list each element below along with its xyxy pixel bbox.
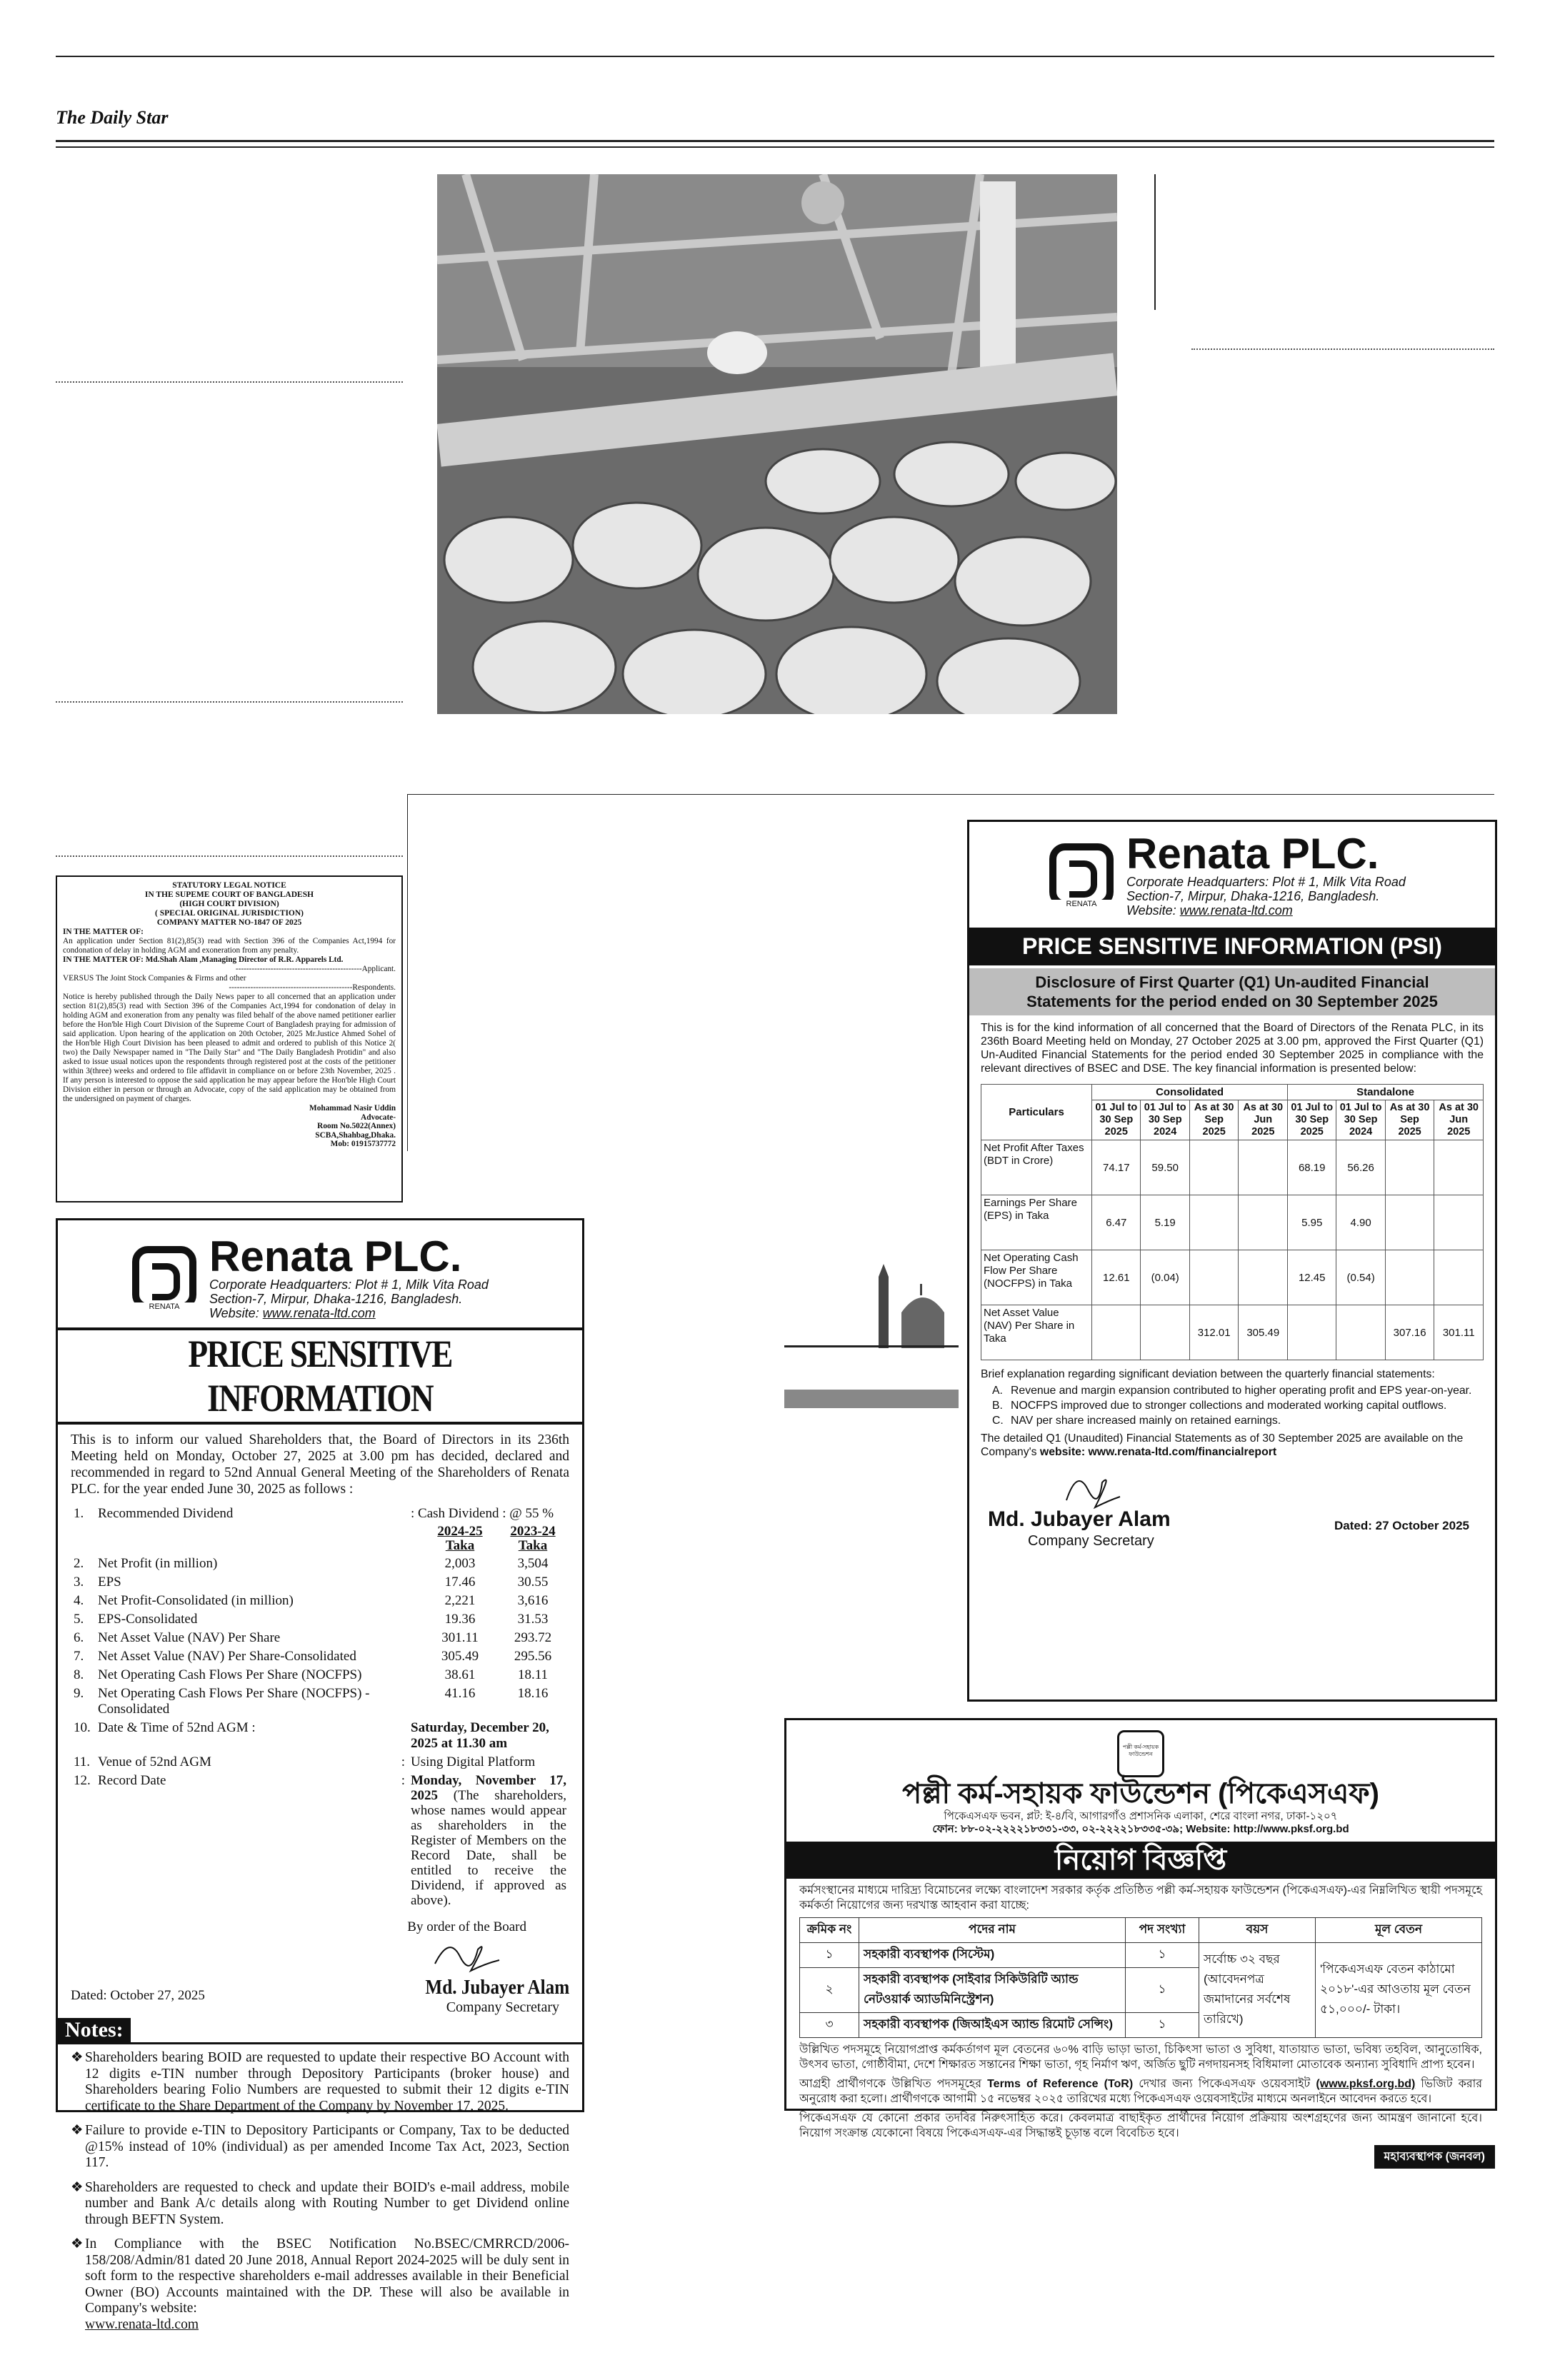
renata-left-row	[71, 1610, 569, 1629]
renata-left-company: Renata PLC.	[209, 1232, 462, 1280]
cell-label: EPS	[98, 1575, 121, 1590]
note-item	[71, 2180, 569, 2229]
renata-right-table	[981, 1084, 1484, 1360]
renata-psi-ad-left	[56, 1218, 584, 2332]
renata-left-logo-caption: RENATA	[132, 1302, 196, 1311]
row-label: Earnings Per Share (EPS) in Taka	[981, 1195, 1092, 1250]
col-head: As at 30 Sep 2025	[1189, 1100, 1239, 1140]
notes-link[interactable]: www.renata-ltd.com	[85, 2316, 199, 2332]
cell-label-text: Record Date	[98, 1773, 166, 1788]
renata-left-row	[71, 1684, 569, 1719]
row-value: 301.11	[1434, 1305, 1484, 1360]
bullet-icon: ❖	[71, 2236, 84, 2251]
photo-image	[437, 174, 1117, 714]
cell-value: : Cash Dividend : @ 55 %	[411, 1506, 554, 1521]
col-head: As at 30 Jun 2025	[1239, 1100, 1288, 1140]
cell-value-b: 18.16	[517, 1686, 549, 1701]
cell-value-b: 293.72	[514, 1630, 552, 1645]
cell-no: 2.	[74, 1556, 84, 1571]
renata-left-by-order: By order of the Board	[407, 1919, 526, 1934]
renata-left-row	[71, 1666, 569, 1684]
renata-right-rows	[981, 1140, 1484, 1360]
renata-right-row	[981, 1305, 1484, 1360]
pksf-footer-wrap	[799, 2145, 1495, 2169]
vertical-rule	[407, 794, 408, 1151]
cell-label: Date & Time of 52nd AGM :	[98, 1720, 256, 1735]
row-value	[1385, 1140, 1434, 1195]
renata-right-logo	[1049, 843, 1114, 908]
renata-right-sign-block	[981, 1465, 1484, 1557]
pksf-banner: নিয়োগ বিজ্ঞপ্তি	[786, 1842, 1495, 1879]
row-value	[1141, 1305, 1189, 1360]
renata-left-row-agm-date	[71, 1719, 569, 1753]
pksf-table-body	[800, 1943, 1482, 2038]
cell-colon	[408, 1592, 424, 1610]
photo-illustration	[437, 174, 1117, 714]
row-value: 305.49	[1239, 1305, 1288, 1360]
cell-no: 3.	[74, 1575, 84, 1590]
cell-no: 8.	[74, 1667, 84, 1682]
explain-item	[992, 1384, 1484, 1397]
section-rule	[407, 794, 1494, 795]
row-value	[1092, 1305, 1141, 1360]
renata-left-row	[71, 1629, 569, 1647]
renata-left-header	[132, 1232, 569, 1320]
renata-left-row	[71, 1647, 569, 1666]
renata-right-banner: PRICE SENSITIVE INFORMATION (PSI)	[969, 928, 1495, 965]
mosque-icon	[873, 1262, 951, 1348]
renata-psi-ad-right	[967, 820, 1497, 1702]
pksf-th: পদ সংখ্যা	[1126, 1918, 1199, 1943]
masthead-logo: The Daily Star	[56, 107, 169, 128]
cell-value-a: 2,003	[444, 1556, 476, 1571]
cell-label: Net Asset Value (NAV) Per Share-Consolidated	[98, 1649, 356, 1664]
cell-colon	[408, 1666, 424, 1684]
cell-no: 6.	[74, 1630, 84, 1645]
explain-text: NOCFPS improved due to stronger collections and moderated working capital outflows.	[1011, 1400, 1447, 1412]
th-standalone: Standalone	[1288, 1085, 1484, 1100]
renata-right-explain-title: Brief explanation regarding significant deviation between the quarterly financial statements:	[981, 1368, 1435, 1380]
record-date-rest: (The shareholders, whose names would appear as shareholders in the Register of Members on the Record Date, shall be entitled to receive the Dividend, if approved as above).	[411, 1788, 567, 1908]
explain-item	[992, 1399, 1484, 1412]
renata-right-company: Renata PLC.	[1126, 830, 1379, 878]
explain-key: A.	[992, 1385, 1003, 1397]
renata-left-sign-block	[71, 1935, 569, 2014]
pksf-para-3: পিকেএসএফ যে কোনো প্রকার তদবির নিরুৎসাহিত করে। কেবলমাত্র বাছাইকৃত প্রার্থীদের নিয়োগ প্রক্রিয়ায় অংশগ্রহণের জন্য আমন্ত্রণ জানানো হবে। নিয়োগ সংক্রান্ত যেকোনো বিষয়ে পিকেএসএফ-এর সিদ্ধান্তই চূড়ান্ত বলে বিবেচিত হবে।	[799, 2112, 1482, 2139]
top-rule	[56, 56, 1494, 57]
row-value: 12.61	[1092, 1250, 1141, 1305]
legal-matter-1: IN THE MATTER OF:	[63, 928, 144, 936]
pksf-address: পিকেএসএফ ভবন, প্লট: ই-৪/বি, আগারগাঁও প্রশাসনিক এলাকা, শেরে বাংলা নগর, ঢাকা-১২০৭	[944, 1810, 1338, 1822]
bullet-icon: ❖	[71, 2179, 84, 2195]
cell-value-a: 41.16	[444, 1686, 476, 1701]
pksf-footer: মহাব্যবস্থাপক (জনবল)	[1374, 2145, 1495, 2169]
renata-right-website[interactable]: www.renata-ltd.com	[1179, 903, 1293, 918]
cell-no: 10.	[74, 1720, 91, 1735]
renata-left-logo	[132, 1246, 196, 1311]
renata-left-dated: Dated: October 27, 2025	[71, 1988, 205, 2003]
pksf-table-head	[800, 1918, 1482, 1943]
cell-label: Net Profit-Consolidated (in million)	[98, 1593, 294, 1608]
row-value	[1385, 1250, 1434, 1305]
para2-site[interactable]: (www.pksf.org.bd)	[1316, 2078, 1416, 2090]
cell-value-a: 2,221	[444, 1593, 476, 1608]
row-value	[1385, 1195, 1434, 1250]
col-head-2023-24	[496, 1523, 569, 1555]
pksf-th: মূল বেতন	[1316, 1918, 1482, 1943]
renata-left-col-heads	[71, 1523, 569, 1555]
cell-no: 11.	[74, 1754, 91, 1769]
th-consolidated: Consolidated	[1092, 1085, 1288, 1100]
pksf-salary: 'পিকেএসএফ বেতন কাঠামো ২০১৮'-এর আওতায় মূল বেতন ৫১,০০০/- টাকা।	[1316, 1943, 1482, 2038]
pksf-job-ad	[784, 1718, 1497, 2163]
col-head-1: 2024-25	[437, 1524, 483, 1539]
pksf-no: ২	[800, 1968, 859, 2013]
legal-applicant: -----------------------------------------------Applicant.	[235, 965, 396, 973]
legal-sign-1: Mohammad Nasir Uddin	[309, 1104, 396, 1113]
legal-heading-5: COMPANY MATTER NO-1847 OF 2025	[156, 918, 302, 927]
renata-right-intro: This is for the kind information of all concerned that the Board of Directors of the Renata PLC, in its 236th Board Meeting held on Monday, 27 October 2025 at 3.00 pm, approved the First Quarter (Q1) Un-Audited Financial Statements for the period ended 30 September 2025 in compliance with the relevant directives of BSEC and DSE. The key financial information is presented below:	[981, 1022, 1484, 1075]
cell-label: Net Profit (in million)	[98, 1556, 218, 1571]
legal-application: An application under Section 81(2),85(3) read with Section 396 of the Companies Act,1994 for condonation of delay in holding AGM and exoneration from any penalty.	[63, 937, 396, 955]
explain-text: NAV per share increased mainly on retained earnings.	[1011, 1415, 1281, 1427]
row-value	[1189, 1250, 1239, 1305]
cell-no: 5.	[74, 1612, 84, 1627]
legal-sign-4: SCBA,Shahbag,Dhaka.	[315, 1130, 396, 1140]
row-value: 307.16	[1385, 1305, 1434, 1360]
cell-value-b: 3,504	[517, 1556, 549, 1571]
note-text: In Compliance with the BSEC Notification No.BSEC/CMRRCD/2006-158/208/Admin/81 dated 20 June 2018, Annual Report 2024-2025 will be duly sent in soft form to the respective shareholders e-mail addresses available in their Beneficial Owner (BO) Accounts maintained with the DP. These will also be available in Company's website:	[85, 2236, 569, 2316]
pksf-intro: কর্মসংস্থানের মাধ্যমে দারিদ্র্য বিমোচনের লক্ষ্যে বাংলাদেশ সরকার কর্তৃক প্রতিষ্ঠিত পল্লী কর্ম-সহায়ক ফাউন্ডেশন (পিকেএসএফ)-এর নিম্নলিখিত স্থায়ী পদসমূহে কর্মকর্তা নিয়োগের জন্য দরখাস্ত আহবান করা যাচ্ছে:	[799, 1884, 1482, 1912]
header-rule-1	[56, 140, 1494, 142]
renata-left-company-block	[209, 1232, 489, 1320]
cell-value	[408, 1772, 569, 1909]
renata-left-row-record	[71, 1772, 569, 1909]
renata-right-signatory: Md. Jubayer Alam	[988, 1507, 1171, 1531]
explain-key: B.	[992, 1400, 1003, 1412]
row-value: 6.47	[1092, 1195, 1141, 1250]
renata-left-website[interactable]: www.renata-ltd.com	[262, 1306, 376, 1320]
cell-value-a: 19.36	[444, 1612, 476, 1627]
pksf-age: সর্বোচ্চ ৩২ বছর (আবেদনপত্র জমাদানের সর্বশেষ তারিখে)	[1199, 1943, 1316, 2038]
row-value	[1434, 1250, 1484, 1305]
legal-notice	[56, 875, 403, 1202]
legal-sign-5: Mob: 01915737772	[330, 1140, 396, 1148]
cell-colon	[408, 1684, 424, 1719]
pksf-para-1: উল্লিখিত পদসমূহে নিয়োগপ্রাপ্ত কর্মকর্তাগণ মূল বেতনের ৬০% বাড়ি ভাড়া ভাতা, চিকিৎসা ভাতা ও সুবিধা, যাতায়াত ভাতা, ভবিষ্য তহবিল, আনুতোষিক, উৎসব ভাতা, গোষ্ঠীবীমা, দেশে শিক্ষারত সন্তানের শিক্ষা ভাতা, গৃহ নির্মাণ ঋণ, অর্জিত ছুটি নগদায়নসহ বিধিমালা মোতাবেক অন্যান্য সুবিধাদি প্রাপ্য হবেন।	[799, 2044, 1482, 2071]
cell-no: 12.	[74, 1773, 91, 1788]
legal-sign-2: Advocate-	[361, 1113, 396, 1122]
right-dotted-rule	[1191, 348, 1494, 350]
left-dotted-rule-2	[56, 701, 403, 703]
pksf-th: পদের নাম	[859, 1918, 1126, 1943]
renata-right-signatory-title: Company Secretary	[1028, 1533, 1154, 1549]
cell-value: Saturday, December 20, 2025 at 11.30 am	[411, 1720, 549, 1751]
row-value	[1189, 1195, 1239, 1250]
cell-colon	[408, 1647, 424, 1666]
col-head: As at 30 Jun 2025	[1434, 1100, 1484, 1140]
pksf-no: ৩	[800, 2013, 859, 2038]
pksf-logo	[799, 1730, 1482, 1777]
pksf-count: ১	[1126, 2013, 1199, 2038]
row-value: 74.17	[1092, 1140, 1141, 1195]
row-value: 56.26	[1336, 1140, 1385, 1195]
renata-left-notes	[71, 2050, 569, 2333]
renata-left-row	[71, 1573, 569, 1592]
pksf-post: সহকারী ব্যবস্থাপক (জিআইএস অ্যান্ড রিমোট সেন্সিং)	[859, 2013, 1126, 2038]
row-value	[1189, 1140, 1239, 1195]
gray-bar	[784, 1390, 959, 1408]
th-particulars: Particulars	[981, 1085, 1092, 1140]
renata-right-explain	[992, 1384, 1484, 1427]
cell-value-b: 31.53	[517, 1612, 549, 1627]
cell-no: 1.	[74, 1506, 84, 1521]
row-value	[1239, 1195, 1288, 1250]
legal-matter-2: IN THE MATTER OF: Md.Shah Alam ,Managing Director of R.R. Apparels Ltd.	[63, 955, 344, 964]
row-value: 59.50	[1141, 1140, 1189, 1195]
row-value: 12.45	[1288, 1250, 1336, 1305]
legal-signature	[63, 1104, 396, 1149]
row-label: Net Profit After Taxes (BDT in Crore)	[981, 1140, 1092, 1195]
renata-left-row-dividend	[71, 1505, 569, 1523]
renata-right-detail	[981, 1432, 1484, 1459]
col-head: 01 Jul to 30 Sep 2024	[1141, 1100, 1189, 1140]
cell-value-a: 301.11	[441, 1630, 479, 1645]
col-unit-1: Taka	[445, 1538, 475, 1553]
renata-left-table	[71, 1505, 569, 1909]
row-value	[1434, 1140, 1484, 1195]
renata-right-website-label: Website:	[1126, 903, 1176, 918]
renata-right-header	[1049, 830, 1484, 918]
legal-respondents: ----------------------------------------------Respondents.	[229, 983, 396, 992]
detail-link[interactable]: website: www.renata-ltd.com/financialreport	[1039, 1446, 1277, 1458]
cell-value: Using Digital Platform	[411, 1754, 536, 1769]
col-head: 01 Jul to 30 Sep 2024	[1336, 1100, 1385, 1140]
legal-heading-1: STATUTORY LEGAL NOTICE	[172, 881, 286, 890]
pksf-title: পল্লী কর্ম-সহায়ক ফাউন্ডেশন (পিকেএসএফ)	[902, 1778, 1379, 1809]
cell-value-b: 3,616	[517, 1593, 549, 1608]
cell-label: Net Operating Cash Flows Per Share (NOCFPS) -Consolidated	[98, 1686, 370, 1717]
renata-right-row	[981, 1140, 1484, 1195]
renata-logo-icon	[132, 1246, 196, 1310]
row-label: Net Asset Value (NAV) Per Share in Taka	[981, 1305, 1092, 1360]
renata-left-signatory: Md. Jubayer Alam	[425, 1977, 569, 1999]
cell-label: Record Date :	[98, 1773, 405, 1788]
renata-right-address-2: Section-7, Mirpur, Dhaka-1216, Bangladesh.	[1126, 889, 1380, 903]
cell-colon	[408, 1629, 424, 1647]
col-head-2: 2023-24	[510, 1524, 556, 1539]
pksf-para-2	[799, 2077, 1482, 2107]
renata-right-row	[981, 1195, 1484, 1250]
renata-logo-icon	[1049, 843, 1114, 908]
row-value: (0.04)	[1141, 1250, 1189, 1305]
pksf-row	[800, 1943, 1482, 1968]
renata-right-website-line	[1126, 903, 1406, 918]
legal-sign-3: Room No.5022(Annex)	[317, 1122, 396, 1130]
cell-value-b: 30.55	[517, 1575, 549, 1590]
bullet-icon: ❖	[71, 2050, 84, 2065]
renata-right-logo-caption: RENATA	[1049, 900, 1114, 908]
pksf-table	[799, 1917, 1482, 2038]
cell-value-b: 18.11	[517, 1667, 549, 1682]
cell-value-b: 295.56	[514, 1649, 552, 1664]
note-item	[71, 2123, 569, 2171]
pksf-post: সহকারী ব্যবস্থাপক (সিস্টেম)	[859, 1943, 1126, 1968]
renata-left-website-line	[209, 1306, 489, 1320]
note-text: Shareholders are requested to check and update their BOID's e-mail address, mobile number and Bank A/c details along with Routing Number to get Dividend online through BEFTN System.	[85, 2179, 569, 2227]
pksf-th: বয়স	[1199, 1918, 1316, 1943]
row-value	[1239, 1140, 1288, 1195]
row-value	[1336, 1305, 1385, 1360]
note-text: Failure to provide e-TIN to Depository Participants or Company, Tax to be deducted @15% instead of 10% (individual) as per amended Income Tax Act, 2023, Section 117.	[85, 2123, 569, 2170]
cell-value-a: 38.61	[444, 1667, 476, 1682]
renata-left-row	[71, 1592, 569, 1610]
signature-icon	[428, 1935, 506, 1978]
mosque-underline	[784, 1345, 959, 1347]
row-value: 68.19	[1288, 1140, 1336, 1195]
cell-colon	[408, 1573, 424, 1592]
renata-left-row-venue	[71, 1753, 569, 1772]
cell-label-text: Date & Time of 52nd AGM	[98, 1720, 249, 1735]
left-dotted-rule-1	[56, 381, 403, 383]
pksf-post: সহকারী ব্যবস্থাপক (সাইবার সিকিউরিটি অ্যান্ড নেটওয়ার্ক অ্যাডমিনিস্ট্রেশন)	[859, 1968, 1126, 2013]
cell-colon	[408, 1555, 424, 1573]
renata-left-row	[71, 1555, 569, 1573]
record-date-bold: Monday, November 17, 2025	[411, 1773, 566, 1803]
cell-label: Venue of 52nd AGM :	[98, 1754, 405, 1769]
explain-item	[992, 1414, 1484, 1427]
row-value: 5.19	[1141, 1195, 1189, 1250]
row-value: 4.90	[1336, 1195, 1385, 1250]
cell-label: Net Operating Cash Flows Per Share (NOCFPS)	[98, 1667, 362, 1682]
explain-key: C.	[992, 1415, 1004, 1427]
legal-versus: VERSUS The Joint Stock Companies & Firms and other	[63, 974, 246, 983]
renata-left-banner-text: PRICE SENSITIVE INFORMATION	[188, 1332, 452, 1420]
renata-right-dated: Dated: 27 October 2025	[1334, 1519, 1469, 1532]
pksf-count: ১	[1126, 1943, 1199, 1968]
left-dotted-rule-3	[56, 855, 403, 857]
cell-value-a: 17.46	[444, 1575, 476, 1590]
cell-label: Recommended Dividend	[98, 1506, 234, 1521]
row-value: 5.95	[1288, 1195, 1336, 1250]
cell-no: 7.	[74, 1649, 84, 1664]
row-value	[1434, 1195, 1484, 1250]
cell-label: Net Asset Value (NAV) Per Share	[98, 1630, 281, 1645]
para2-b: দেখার জন্য পিকেএসএফ ওয়েবসাইট	[1139, 2078, 1311, 2090]
bullet-icon: ❖	[71, 2123, 84, 2138]
note-item	[71, 2236, 569, 2333]
pksf-phone: ফোন: ৮৮-০২-২২২২১৮৩৩১-৩৩, ০২-২২২২১৮৩৩৫-৩৯; Website: http://www.pksf.org.bd	[932, 1823, 1349, 1835]
cell-label-text: Venue of 52nd AGM	[98, 1754, 211, 1769]
renata-left-signatory-title: Company Secretary	[446, 1999, 559, 2015]
legal-body: Notice is hereby published through the Daily News paper to all concerned that an application under section 81(2),85(3) read with Section 396 of the Companies Act,1994 for condonation of delay in holding AGM and exoneration from any penalty was filed behalf of the above named petitioner earlier before the Hon'ble High Court Division of the Supreme Court of Bangladesh praying for admission of said application. Upon hearing of the application on 20th October, 2025 Mr.Justice Ahmed Sohel of the Hon'ble High Court Division has been pleased to admit and ordered to publish of this Notice 2( two) the Daily Newspaper named in "The Daily Star" and "The Daily Bangladesh Protidin" and also asked to issue usual notices upon the respondents through registered post at the costs of the petitioner within 3(three) weeks and ordered to file affidavit in compliance on or before 23th November, 2025 . If any person is interested to oppose the said application he may appear before the Hon'ble High Court Division either in person or through an Advocate, copy of the said application may be obtained from the undersigned on payment of charges.	[63, 993, 396, 1103]
col-head-2024-25	[424, 1523, 496, 1555]
cell-label: EPS-Consolidated	[98, 1612, 198, 1627]
renata-right-subtitle: Disclosure of First Quarter (Q1) Un-audited Financial Statements for the period ended on 30 September 2025	[969, 968, 1495, 1015]
row-value: 312.01	[1189, 1305, 1239, 1360]
pksf-count: ১	[1126, 1968, 1199, 2013]
pksf-no: ১	[800, 1943, 859, 1968]
para2-tor: Terms of Reference (ToR)	[987, 2078, 1134, 2090]
renata-right-company-block	[1126, 830, 1406, 918]
header-rule-2	[56, 146, 1494, 148]
col-unit-2: Taka	[518, 1538, 548, 1553]
para2-a: আগ্রহী প্রার্থীগণকে উল্লিখিত পদসমূহের	[799, 2078, 982, 2090]
pksf-logo-icon	[1117, 1730, 1164, 1777]
note-item	[71, 2050, 569, 2114]
pksf-th: ক্রমিক নং	[800, 1918, 859, 1943]
notes-rule	[58, 2042, 582, 2044]
renata-right-address-1: Corporate Headquarters: Plot # 1, Milk Vita Road	[1126, 875, 1406, 889]
legal-heading-2: IN THE SUPEME COURT OF BANGLADESH	[144, 890, 314, 899]
legal-heading-4: ( SPECIAL ORIGINAL JURISDICTION)	[155, 909, 304, 918]
renata-left-website-label: Website:	[209, 1306, 259, 1320]
detail-text: The detailed Q1 (Unaudited) Financial Statements as of 30 September 2025 are available on the Company's	[981, 1432, 1464, 1458]
renata-right-row	[981, 1250, 1484, 1305]
row-value: (0.54)	[1336, 1250, 1385, 1305]
renata-left-address-2: Section-7, Mirpur, Dhaka-1216, Bangladesh.	[209, 1292, 463, 1306]
renata-left-address-1: Corporate Headquarters: Plot # 1, Milk Vita Road	[209, 1277, 489, 1292]
col-head: 01 Jul to 30 Sep 2025	[1288, 1100, 1336, 1140]
cell-colon	[408, 1610, 424, 1629]
col-head: As at 30 Sep 2025	[1385, 1100, 1434, 1140]
col-head: 01 Jul to 30 Sep 2025	[1092, 1100, 1141, 1140]
renata-left-intro: This is to inform our valued Shareholders that, the Board of Directors in its 236th Meeting held on Monday, October 27, 2025 at 3.00 pm has decided, declared and recommended in regard to 52nd Annual General Meeting of the Shareholders of Renata PLC. for the year ended June 30, 2025 as follows :	[71, 1432, 569, 1497]
note-text: Shareholders bearing BOID are requested to update their respective BO Account with 12 digits e-TIN number through Depository Participants (broker house) and Shareholders bearing Folio Numbers are requested to submit their 12 digits e-TIN certificate to the Share Department of the Company by November 17, 2025.	[85, 2050, 569, 2114]
column-rule-right	[1154, 174, 1156, 310]
renata-left-banner	[58, 1327, 582, 1425]
cell-no: 4.	[74, 1593, 84, 1608]
pksf-logo-text: পল্লী কর্ম-সহায়ক ফাউন্ডেশন	[1122, 1744, 1159, 1757]
row-value	[1288, 1305, 1336, 1360]
renata-left-notes-title: Notes:	[58, 2018, 131, 2042]
renata-left-rows	[71, 1555, 569, 1719]
explain-text: Revenue and margin expansion contributed to higher operating profit and EPS year-on-year.	[1011, 1385, 1472, 1397]
cell-value-a: 305.49	[441, 1649, 479, 1664]
cell-no: 9.	[74, 1686, 84, 1701]
para2-c: ভিজিট করার অনুরোধ করা হলো। প্রার্থীগণকে আগামী ১৫ নভেম্বর ২০২৫ তারিখের মধ্যে পিকেএসএফ ওয়েবসাইটের মাধ্যমে অনলাইনে আবেদন করতে হবে।	[799, 2078, 1483, 2105]
row-label: Net Operating Cash Flow Per Share (NOCFPS) in Taka	[981, 1250, 1092, 1305]
row-value	[1239, 1250, 1288, 1305]
legal-heading-3: (HIGH COURT DIVISION)	[179, 900, 279, 908]
